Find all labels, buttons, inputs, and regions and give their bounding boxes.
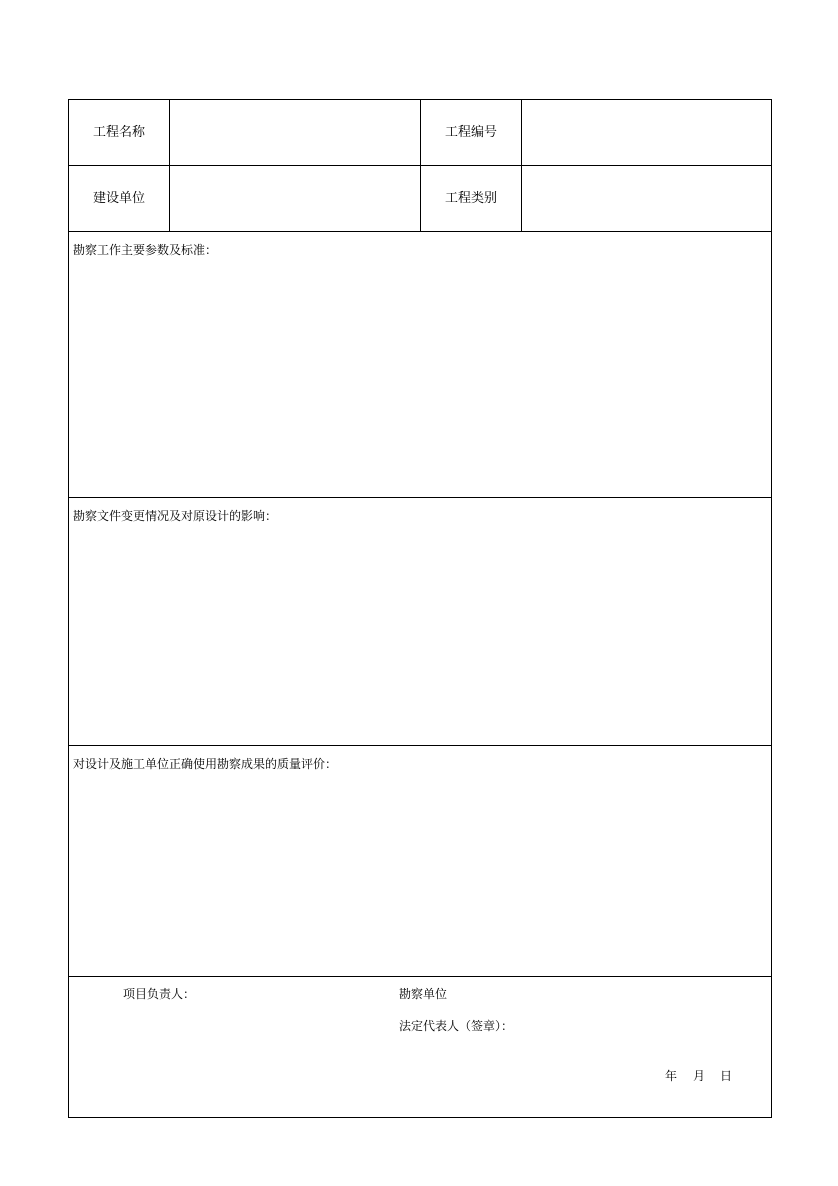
- evaluation-section-field[interactable]: [69, 776, 771, 975]
- client-field[interactable]: [170, 166, 420, 231]
- row-divider-2: [69, 231, 771, 232]
- project-name-field[interactable]: [170, 100, 420, 165]
- row-divider-3: [69, 497, 771, 498]
- row-divider-4: [69, 745, 771, 746]
- survey-unit-label: 勘察单位: [399, 987, 448, 1001]
- evaluation-section-label: 对设计及施工单位正确使用勘察成果的质量评价：: [73, 757, 338, 771]
- project-type-label: 工程类别: [444, 191, 497, 206]
- legal-representative-label: 法定代表人（签章）：: [399, 1019, 514, 1033]
- project-name-label: 工程名称: [92, 125, 145, 140]
- project-leader-label: 项目负责人：: [123, 987, 196, 1001]
- params-section-field[interactable]: [69, 262, 771, 496]
- row-divider-5: [69, 976, 771, 977]
- changes-section-field[interactable]: [69, 528, 771, 744]
- survey-quality-evaluation-form: [68, 99, 772, 1118]
- changes-section-label: 勘察文件变更情况及对原设计的影响：: [73, 509, 278, 523]
- project-type-field[interactable]: [522, 166, 772, 231]
- params-section-label: 勘察工作主要参数及标准：: [73, 243, 218, 257]
- date-day-label: 日: [720, 1069, 733, 1083]
- client-label: 建设单位: [92, 191, 145, 206]
- date-year-label: 年: [665, 1069, 678, 1083]
- date-month-label: 月: [693, 1069, 706, 1083]
- project-number-label: 工程编号: [444, 125, 497, 140]
- project-number-field[interactable]: [522, 100, 772, 165]
